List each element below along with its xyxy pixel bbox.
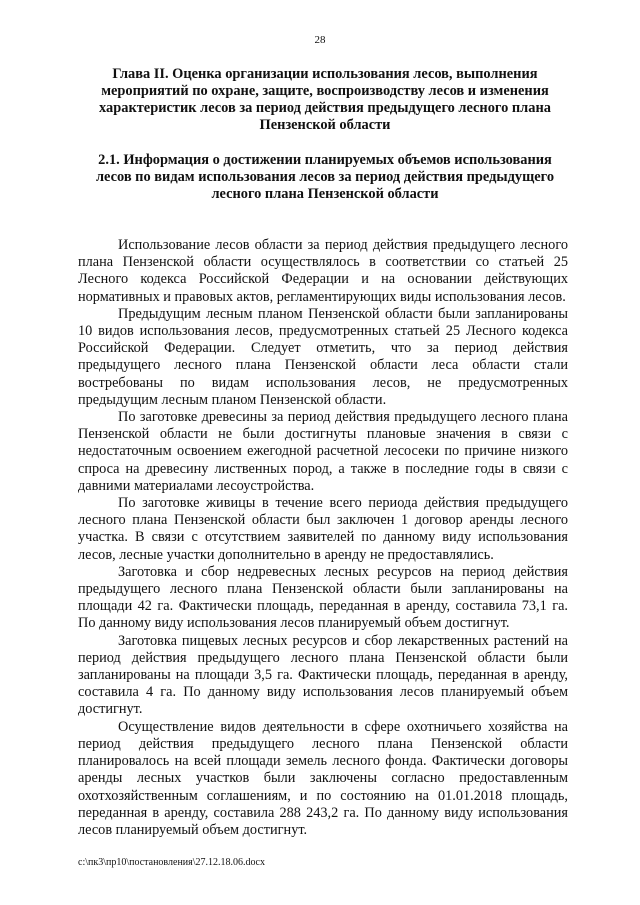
page-number: 28 xyxy=(314,34,326,46)
paragraph: По заготовке древесины за период действия предыдущего лесного плана Пензенской области не были достигнуты плановые значения в связи с недостаточным освоением ежегодной расчетной лесосеки по причине низкого спроса на древесину лиственных пород, а также в последние годы в связи с давними материалами лесоустройства. xyxy=(78,409,568,494)
footer-file-path: c:\пк3\пр10\постановления\27.12.18.06.docx xyxy=(78,857,265,868)
paragraph: По заготовке живицы в течение всего периода действия предыдущего лесного плана Пензенской области был заключен 1 договор аренды лесного участка. В связи с отсутствием заявителей по данному виду использования лесов, лесные участки дополнительно в аренду не предоставлялись. xyxy=(78,495,568,563)
paragraph: Использование лесов области за период действия предыдущего лесного плана Пензенской области осуществлялось в соответствии со статьей 25 Лесного кодекса Российской Федерации и на основании действующих нормативных и правовых актов, регламентирующих виды использования лесов. xyxy=(78,237,568,305)
paragraph: Заготовка и сбор недревесных лесных ресурсов на период действия предыдущего лесного плана Пензенской области были запланированы на площади 42 га. Фактически площадь, переданная в аренду, составила 73,1 га. По данному виду использования лесов планируемый объем достигнут. xyxy=(78,563,568,632)
body-text xyxy=(78,237,568,839)
paragraph: Заготовка пищевых лесных ресурсов и сбор лекарственных растений на период действия предыдущего лесного плана Пензенской области были запланированы на площади 3,5 га. Фактически площадь, переданная в аренду, составила 4 га. По данному виду использования лесов планируемый объем достигнут. xyxy=(78,632,568,718)
chapter-title: Глава II. Оценка организации использования лесов, выполнения мероприятий по охране, защите, воспроизводству лесов и изменения характеристик лесов за период действия предыдущего лесного плана Пензенской области xyxy=(99,66,551,133)
paragraph: Предыдущим лесным планом Пензенской области были запланированы 10 видов использования лесов, предусмотренных статьей 25 Лесного кодекса Российской Федерации. Следует отметить, что за период действия предыдущего лесного плана Пензенской области леса области стали востребованы по видам использования лесов, не предусмотренных предыдущим лесным планом Пензенской области. xyxy=(78,305,568,408)
paragraph: Осуществление видов деятельности в сфере охотничьего хозяйства на период действия предыдущего лесного плана Пензенской области планировалось на всей площади земель лесного фонда. Фактически договоры аренды лесных участков были заключены согласно предоставленным охотхозяйственным соглашениям, и по состоянию на 01.01.2018 площадь, переданная в аренду, составила 288 243,2 га. По данному виду использования лесов планируемый объем достигнут. xyxy=(78,718,568,838)
section-title: 2.1. Информация о достижении планируемых объемов использования лесов по видам использования лесов за период действия предыдущего лесного плана Пензенской области xyxy=(95,152,555,202)
